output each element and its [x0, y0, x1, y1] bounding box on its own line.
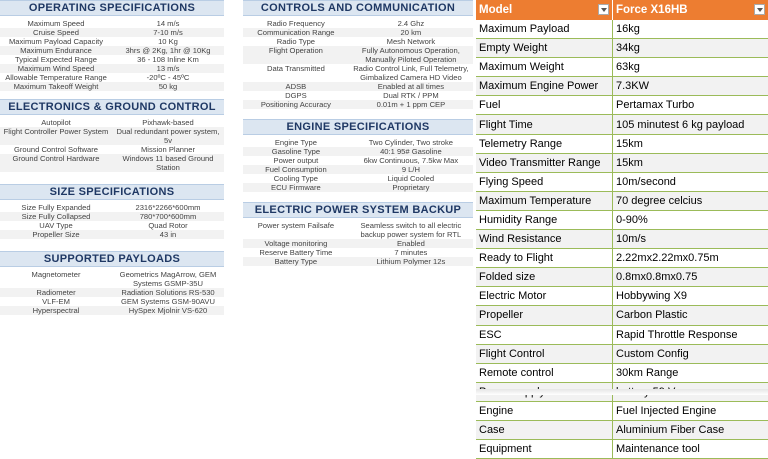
table-cell-label[interactable]: Maximum Weight [476, 58, 613, 77]
spec-label: Size Fully Expanded [0, 203, 112, 212]
spec-value: 40:1 95# Gasoline [349, 147, 473, 156]
spec-value: Two Cylinder, Two stroke [349, 138, 473, 147]
spec-value: Enabled [349, 239, 473, 248]
header-label: Model [479, 4, 512, 16]
section-title: OPERATING SPECIFICATIONS [0, 0, 224, 16]
table-cell-label[interactable]: Flight Time [476, 115, 613, 134]
section-title: CONTROLS AND COMMUNICATION [243, 0, 473, 16]
table-row [476, 210, 768, 229]
table-bottom-shadow [476, 389, 768, 395]
table-row [476, 230, 768, 249]
table-row [476, 153, 768, 172]
table-row [476, 58, 768, 77]
table-cell-label[interactable]: Wind Resistance [476, 230, 613, 249]
spec-row [243, 46, 473, 64]
table-row [476, 39, 768, 58]
spec-label: Typical Expected Range [0, 55, 112, 64]
table-row [476, 363, 768, 382]
spec-label: Ground Control Software [0, 145, 112, 154]
spec-label: Maximum Payload Capacity [0, 37, 112, 46]
spec-label: Gasoline Type [243, 147, 349, 156]
spec-value: 2.4 Ghz [349, 19, 473, 28]
table-cell-value[interactable]: Maintenance tool [613, 440, 768, 459]
spec-value: 14 m/s [112, 19, 224, 28]
table-cell-value[interactable]: 34kg [613, 39, 768, 58]
spec-row [243, 28, 473, 37]
table-cell-value[interactable]: 0.8mx0.8mx0.75 [613, 268, 768, 287]
section-title: SUPPORTED PAYLOADS [0, 251, 224, 267]
table-cell-value[interactable]: Pertamax Turbo [613, 96, 768, 115]
spec-label: Data Transmitted [243, 64, 349, 82]
spec-label: Reserve Battery Time [243, 248, 349, 257]
spec-value: Radio Control Link, Full Telemetry, Gimbalized Camera HD Video [349, 64, 473, 82]
table-row [476, 20, 768, 39]
spec-label: Flight Operation [243, 46, 349, 64]
spec-value: 780*700*600mm [112, 212, 224, 221]
table-row [476, 96, 768, 115]
spec-value: 13 m/s [112, 64, 224, 73]
spec-label: Maximum Wind Speed [0, 64, 112, 73]
spec-label: Battery Type [243, 257, 349, 266]
filter-dropdown-icon[interactable] [598, 4, 609, 15]
spec-row [243, 257, 473, 266]
table-cell-label[interactable]: Engine [476, 401, 613, 420]
spec-row [243, 183, 473, 192]
spec-value: 0.01m + 1 ppm CEP [349, 100, 473, 109]
spec-row [0, 19, 224, 28]
middle-spec-column [243, 0, 473, 274]
electronics-section [0, 99, 224, 172]
table-row [476, 268, 768, 287]
spec-row [0, 127, 224, 145]
spec-value: Geometrics MagArrow, GEM Systems GSMP-35U [112, 270, 224, 288]
spec-value: Dual RTK / PPM [349, 91, 473, 100]
spec-row [0, 64, 224, 73]
spec-row [0, 118, 224, 127]
spec-rows [0, 203, 224, 239]
spec-label: Flight Controller Power System [0, 127, 112, 145]
spec-label: Maximum Speed [0, 19, 112, 28]
operating-section [0, 0, 224, 91]
table-row [476, 420, 768, 439]
table-cell-value[interactable]: 7.3KW [613, 77, 768, 96]
section-title: SIZE SPECIFICATIONS [0, 184, 224, 200]
section-title: ENGINE SPECIFICATIONS [243, 119, 473, 135]
spec-label: Ground Control Hardware [0, 154, 112, 172]
table-cell-value[interactable]: Aluminium Fiber Case [613, 420, 768, 439]
table-cell-value[interactable]: Rapid Throttle Response [613, 325, 768, 344]
size-section [0, 184, 224, 239]
spec-label: Autopilot [0, 118, 112, 127]
spec-row [243, 19, 473, 28]
table-cell-label[interactable]: Electric Motor [476, 287, 613, 306]
table-cell-value[interactable]: 2.22mx2.22mx0.75m [613, 249, 768, 268]
spec-label: Propeller Size [0, 230, 112, 239]
spec-row [0, 306, 224, 315]
spec-label: Positioning Accuracy [243, 100, 349, 109]
table-cell-value[interactable]: Fuel Injected Engine [613, 401, 768, 420]
table-row [476, 440, 768, 459]
spec-rows [243, 221, 473, 266]
spec-value: Lithium Polymer 12s [349, 257, 473, 266]
spec-value: 36 - 108 Inline Km [112, 55, 224, 64]
table-cell-label[interactable]: Video Transmitter Range [476, 153, 613, 172]
spec-row [243, 147, 473, 156]
table-cell-value[interactable]: 10m/second [613, 172, 768, 191]
table-cell-label[interactable]: Propeller [476, 306, 613, 325]
payloads-section [0, 251, 224, 315]
spec-row [0, 297, 224, 306]
spec-value: 7-10 m/s [112, 28, 224, 37]
spec-label: Magnetometer [0, 270, 112, 288]
spec-rows [0, 270, 224, 315]
spec-value: Pixhawk-based [112, 118, 224, 127]
spec-value: 43 in [112, 230, 224, 239]
spec-row [0, 288, 224, 297]
spec-label: ECU Firmware [243, 183, 349, 192]
spec-label: Maximum Takeoff Weight [0, 82, 112, 91]
table-row [476, 115, 768, 134]
table-row [476, 287, 768, 306]
spec-value: 20 km [349, 28, 473, 37]
spec-row [243, 156, 473, 165]
spec-value: Fully Autonomous Operation, Manually Piloted Operation [349, 46, 473, 64]
spec-row [0, 46, 224, 55]
spec-value: Enabled at all times [349, 82, 473, 91]
table-cell-label[interactable]: Fuel [476, 96, 613, 115]
spec-value: 50 kg [112, 82, 224, 91]
spec-row [243, 91, 473, 100]
spec-label: Engine Type [243, 138, 349, 147]
table-cell-label[interactable]: Ready to Flight [476, 249, 613, 268]
header-value[interactable] [613, 0, 768, 20]
table-cell-label[interactable]: Maximum Temperature [476, 191, 613, 210]
spec-row [0, 145, 224, 154]
table-row [476, 344, 768, 363]
spec-value: Dual redundant power system, 5v [112, 127, 224, 145]
spec-row [0, 28, 224, 37]
table-row [476, 306, 768, 325]
spec-label: UAV Type [0, 221, 112, 230]
spec-rows [243, 138, 473, 192]
spec-value: Liquid Cooled [349, 174, 473, 183]
spec-row [0, 212, 224, 221]
spec-row [243, 174, 473, 183]
filter-dropdown-icon[interactable] [754, 4, 765, 15]
spec-value: 7 minutes [349, 248, 473, 257]
spec-row [243, 82, 473, 91]
spec-label: Cruise Speed [0, 28, 112, 37]
table-cell-label[interactable]: Equipment [476, 440, 613, 459]
controls-section [243, 0, 473, 109]
spec-value: -20ºC - 45ºC [112, 73, 224, 82]
table-cell-value[interactable]: Custom Config [613, 344, 768, 363]
spec-row [243, 64, 473, 82]
table-cell-label[interactable]: Remote control [476, 363, 613, 382]
spec-label: Radiometer [0, 288, 112, 297]
table-cell-value[interactable]: 15km [613, 153, 768, 172]
table-cell-value[interactable]: 10m/s [613, 230, 768, 249]
spec-row [0, 270, 224, 288]
spec-label: ADSB [243, 82, 349, 91]
spec-label: Hyperspectral [0, 306, 112, 315]
spec-label: Radio Frequency [243, 19, 349, 28]
spec-value: Quad Rotor [112, 221, 224, 230]
spec-value: Mission Planner [112, 145, 224, 154]
spec-rows [243, 19, 473, 109]
spec-row [0, 154, 224, 172]
table-cell-value[interactable]: 16kg [613, 20, 768, 39]
spec-value: Mesh Network [349, 37, 473, 46]
spec-label: Maximum Endurance [0, 46, 112, 55]
table-cell-label[interactable]: Maximum Payload [476, 20, 613, 39]
table-cell-value[interactable]: Carbon Plastic [613, 306, 768, 325]
spec-value: Radiation Solutions RS-530 [112, 288, 224, 297]
spec-row [243, 239, 473, 248]
table-row [476, 325, 768, 344]
table-cell-value[interactable]: 0-90% [613, 210, 768, 229]
spec-label: Power output [243, 156, 349, 165]
table-cell-value[interactable]: 63kg [613, 58, 768, 77]
spec-value: Windows 11 based Ground Station [112, 154, 224, 172]
spec-row [0, 230, 224, 239]
spec-label: Power system Failsafe [243, 221, 349, 239]
spec-row [0, 82, 224, 91]
table-cell-label[interactable]: Humidity Range [476, 210, 613, 229]
table-row [476, 77, 768, 96]
spec-row [0, 203, 224, 212]
table-cell-value[interactable]: 30km Range [613, 363, 768, 382]
table-cell-value[interactable]: 70 degree celcius [613, 191, 768, 210]
table-row [476, 401, 768, 420]
spec-row [243, 37, 473, 46]
spec-label: Size Fully Collapsed [0, 212, 112, 221]
table-cell-label[interactable]: Folded size [476, 268, 613, 287]
table-cell-label[interactable]: ESC [476, 325, 613, 344]
table-cell-label[interactable]: Flight Control [476, 344, 613, 363]
spec-row [243, 248, 473, 257]
spec-row [243, 138, 473, 147]
spec-value: 9 L/H [349, 165, 473, 174]
spec-rows [0, 19, 224, 91]
spec-value: GEM Systems GSM-90AVU [112, 297, 224, 306]
table-cell-label[interactable]: Flying Speed [476, 172, 613, 191]
engine-section [243, 119, 473, 192]
table-row [476, 249, 768, 268]
table-cell-value[interactable]: 105 minutest 6 kg payload [613, 115, 768, 134]
spec-label: Radio Type [243, 37, 349, 46]
spec-label: Fuel Consumption [243, 165, 349, 174]
header-model[interactable] [476, 0, 613, 20]
spec-row [0, 73, 224, 82]
spec-label: VLF-EM [0, 297, 112, 306]
spec-value: 3hrs @ 2Kg, 1hr @ 10Kg [112, 46, 224, 55]
table-cell-label[interactable]: Maximum Engine Power [476, 77, 613, 96]
spec-label: Communication Range [243, 28, 349, 37]
spec-value: 2316*2266*600mm [112, 203, 224, 212]
section-title: ELECTRONICS & GROUND CONTROL [0, 99, 224, 115]
spec-row [243, 165, 473, 174]
spec-value: 6kw Continuous, 7.5kw Max [349, 156, 473, 165]
spec-row [243, 221, 473, 239]
header-label: Force X16HB [616, 4, 688, 16]
table-cell-label[interactable]: Telemetry Range [476, 134, 613, 153]
table-cell-label[interactable]: Case [476, 420, 613, 439]
table-cell-label[interactable]: Empty Weight [476, 39, 613, 58]
spec-row [0, 37, 224, 46]
spec-value: HySpex Mjolnir VS-620 [112, 306, 224, 315]
backup-section [243, 202, 473, 266]
spec-value: Proprietary [349, 183, 473, 192]
spec-row [0, 55, 224, 64]
spec-rows [0, 118, 224, 172]
spec-label: Cooling Type [243, 174, 349, 183]
table-row [476, 191, 768, 210]
table-row [476, 134, 768, 153]
spec-row [0, 221, 224, 230]
spec-row [243, 100, 473, 109]
spec-value: Seamless switch to all electric backup power system for RTL [349, 221, 473, 239]
left-spec-column [0, 0, 224, 323]
spec-label: Voltage monitoring [243, 239, 349, 248]
section-title: ELECTRIC POWER SYSTEM BACKUP [243, 202, 473, 218]
spec-label: DGPS [243, 91, 349, 100]
table-row [476, 172, 768, 191]
spec-label: Allowable Temperature Range [0, 73, 112, 82]
table-cell-value[interactable]: 15km [613, 134, 768, 153]
table-cell-value[interactable]: Hobbywing X9 [613, 287, 768, 306]
spec-value: 10 Kg [112, 37, 224, 46]
